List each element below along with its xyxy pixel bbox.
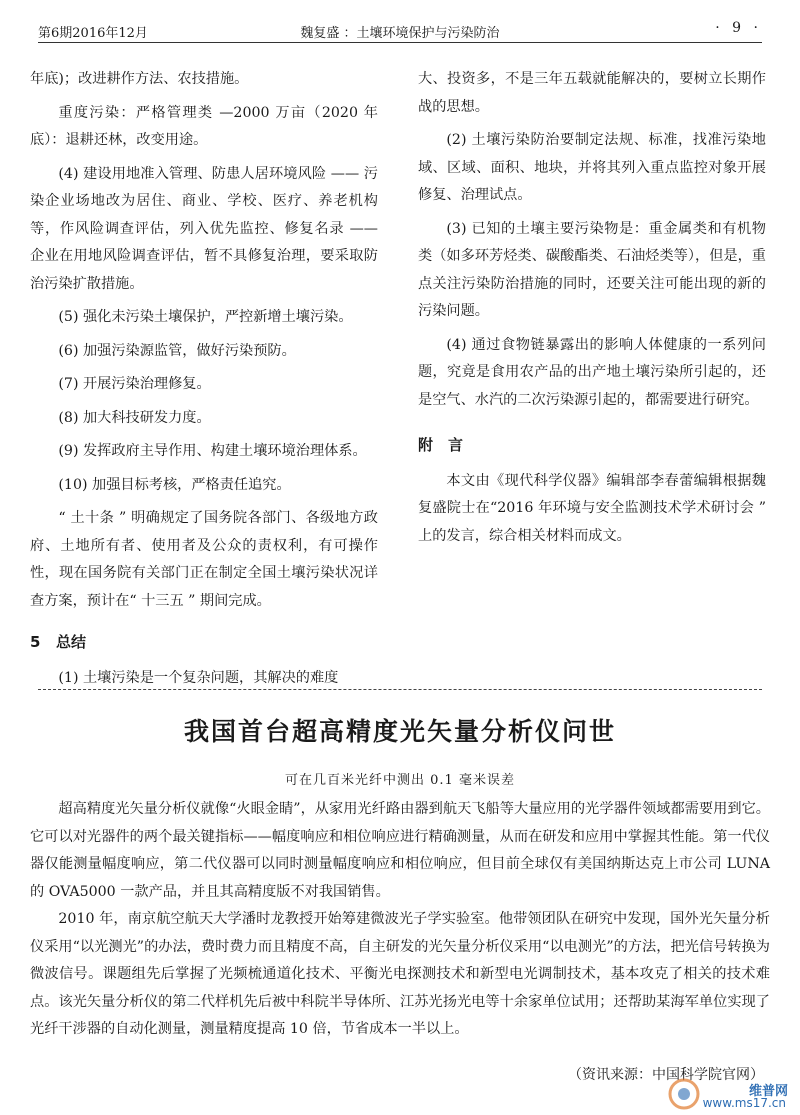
paragraph: (4) 通过食物链暴露出的影响人体健康的一系列问题，究竟是食用农产品的出产地土壤污染所引起的，还是空气、水汽的二次污染源引起的，都需要进行研究。 (418, 336, 766, 408)
watermark (664, 1080, 794, 1112)
news-body (30, 796, 770, 1044)
news-paragraph: 超高精度光矢量分析仪就像“火眼金睛”，从家用光纤路由器到航天飞船等大量应用的光学器件领域都需要用到它。它可以对光器件的两个最关键指标——幅度响应和相位响应进行精确测量，从而在研发和应用中掌握其性能。第一代仪器仅能测量幅度响应，第二代仪器可以同时测量幅度响应和相位响应，但目前全球仅有美国纳斯达克上市公司 LUNA 的 OVA5000 一款产品，并且其高精度版不对我国销售。 (30, 801, 770, 900)
paragraph: 大、投资多，不是三年五载就能解决的，要树立长期作战的思想。 (418, 71, 766, 115)
paragraph: (3) 已知的土壤主要污染物是：重金属类和有机物类（如多环芳烃类、碳酸酯类、石油烃类等），但是，重点关注污染防治措施的同时，还要关注可能出现的新的污染问题。 (418, 220, 766, 319)
watermark-url: www.ms17.cn (702, 1096, 786, 1110)
journal-issue: 第6期2016年12月 (38, 26, 148, 41)
paragraph: (8) 加大科技研发力度。 (58, 409, 211, 426)
paragraph: 年底)；改进耕作方法、农技措施。 (30, 71, 249, 87)
watermark-site-name: 维普网 (748, 1084, 788, 1099)
section-title: 总结 (56, 633, 87, 651)
paragraph: (1) 土壤污染是一个复杂问题，其解决的难度 (58, 669, 339, 686)
dashed-divider (38, 689, 762, 690)
paragraph: (10) 加强目标考核，严格责任追究。 (58, 476, 291, 493)
paragraph: (4) 建设用地准入管理、防患人居环境风险 —— 污染企业场地改为居住、商业、学校、医疗、养老机构等，作风险调查评估，列入优先监控、修复名录 —— 企业在用地风险调查评估，暂不具修复治理，要采取防治污染扩散措施。 (30, 165, 378, 292)
paragraph: 重度污染：严格管理类 —2000 万亩（2020 年底）：退耕还林，改变用途。 (30, 104, 378, 148)
right-column (418, 66, 766, 550)
section-number: 5 (30, 633, 41, 651)
article-running-title: 魏复盛 ：土壤环境保护与污染防治 (300, 26, 500, 41)
news-paragraph: 2010 年，南京航空航天大学潘时龙教授开始筹建微波光子学实验室。他带领团队在研究中发现，国外光矢量分析仪采用“以光测光”的办法，费时费力而且精度不高，自主研发的光矢量分析仪采用“以电测光”的方法，把光信号转换为微波信号。课题组先后掌握了光频梳通道化技术、平衡光电探测技术和新型电光调制技术，基本攻克了相关的技术难点。该光矢量分析仪的第二代样机先后被中科院半导体所、江苏光扬光电等十余家单位试用；还帮助某海军单位实现了光纤干涉器的自动化测量，测量精度提高 10 倍，节省成本一半以上。 (30, 911, 770, 1037)
news-source: （资讯来源：中国科学院官网） (568, 1067, 764, 1083)
section-heading (30, 629, 378, 657)
paragraph: (2) 土壤污染防治要制定法规、标准，找准污染地域、区域、面积、地块，并将其列入重点监控对象开展修复、治理试点。 (418, 132, 766, 203)
appendix-heading: 附 言 (418, 436, 464, 454)
watermark-logo-icon (664, 1074, 704, 1114)
left-column (30, 66, 378, 692)
paragraph: (9) 发挥政府主导作用、构建土壤环境治理体系。 (58, 443, 367, 459)
news-subtitle: 可在几百米光纤中测出 0.1 毫米误差 (285, 773, 515, 788)
news-title: 我国首台超高精度光矢量分析仪问世 (183, 717, 616, 746)
paragraph: “ 土十条 ” 明确规定了国务院各部门、各级地方政府、土地所有者、使用者及公众的责权利，有可操作性，现在国务院有关部门正在制定全国土壤污染状况详查方案，预计在“ 十三五 ” 期间完成。 (30, 510, 378, 609)
paragraph: (6) 加强污染源监管，做好污染预防。 (58, 342, 296, 359)
appendix-text: 本文由《现代科学仪器》编辑部李春蕾编辑根据魏复盛院士在“2016 年环境与安全监测技术学术研讨会 ” 上的发言，综合相关材料而成文。 (418, 472, 766, 544)
paragraph: (7) 开展污染治理修复。 (58, 376, 211, 392)
page-number: · 9 · (715, 20, 762, 36)
paragraph: (5) 强化未污染土壤保护，严控新增土壤污染。 (58, 309, 353, 325)
running-header (38, 18, 762, 43)
